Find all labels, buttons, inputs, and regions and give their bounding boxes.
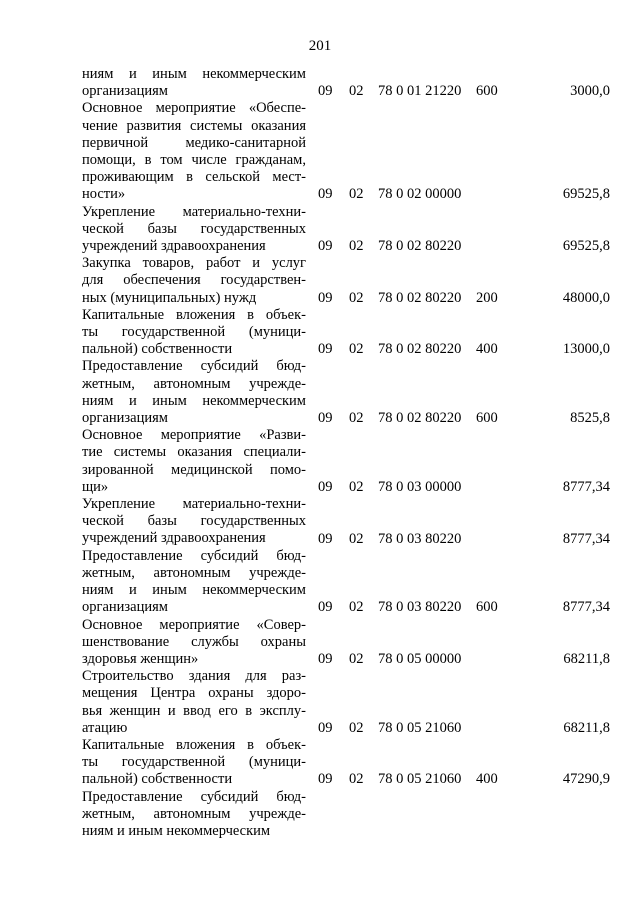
description-line: ных (муниципальных) нужд [82,289,257,306]
row-codes [0,479,640,496]
amount: 8525,8 [570,410,610,427]
description-line: ты государственной (муници- [82,324,306,341]
description-line: ниям и иным некоммерческим [82,582,306,599]
description-line: шенствование службы охраны [82,633,306,650]
description-line: организациям [82,599,168,616]
description-line: ты государственной (муници- [82,754,306,771]
target-article-code: 78 0 03 00000 [378,478,462,495]
table-row [0,548,640,617]
description-line: пальной) собственности [82,771,233,788]
amount: 13000,0 [562,341,610,358]
section-code: 09 [318,478,333,495]
description-line: организациям [82,83,168,100]
section-code: 09 [318,410,333,427]
section-code: 09 [318,186,333,203]
description-line: Строительство здания для раз- [82,668,306,685]
target-article-code: 78 0 03 80220 [378,599,462,616]
expense-type-code: 200 [476,289,498,306]
target-article-code: 78 0 02 80220 [378,289,462,306]
table-row [0,358,640,427]
description-line: помощи, в том числе гражданам, [82,152,306,169]
description-line: ниям и иным некоммерческим [82,822,271,839]
table-row [0,668,640,737]
subsection-code: 02 [349,719,364,736]
description-line: ниям и иным некоммерческим [82,66,306,82]
description-line: Предоставление субсидий бюд- [82,547,306,564]
table-row [0,789,640,841]
description-line: учреждений здравоохранения [82,238,266,255]
subsection-code: 02 [349,186,364,203]
expense-type-code: 400 [476,771,498,788]
description-line: Укрепление материально-техни- [82,496,306,513]
description-line: жетным, автономным учрежде- [82,564,306,581]
description-line: Основное мероприятие «Разви- [82,427,306,444]
description-line: ческой базы государственных [82,513,306,530]
row-codes [0,410,640,427]
description-line: мещения Центра охраны здоро- [82,685,306,702]
row-codes [0,83,640,100]
description-line: Капитальные вложения в объек- [82,736,306,753]
description-line: Основное мероприятие «Совер- [82,616,306,633]
table-row [0,617,640,669]
description-line: Предоставление субсидий бюд- [82,788,306,805]
section-code: 09 [318,650,333,667]
description-line: ности» [82,186,126,203]
expense-type-code: 600 [476,410,498,427]
table-row [0,100,640,203]
description-line: пальной) собственности [82,341,233,358]
description-line: жетным, автономным учрежде- [82,375,306,392]
row-codes [0,599,640,616]
row-codes [0,651,640,668]
page-number: 201 [308,38,332,54]
description-line: вья женщин и ввод его в эксплу- [82,702,306,719]
amount: 8777,34 [562,478,610,495]
target-article-code: 78 0 02 80220 [378,410,462,427]
table-row [0,427,640,496]
description-line: здоровья женщин» [82,650,199,667]
target-article-code: 78 0 03 80220 [378,530,462,547]
section-code: 09 [318,341,333,358]
section-code: 09 [318,83,333,100]
section-code: 09 [318,530,333,547]
section-code: 09 [318,238,333,255]
description-line: ческой базы государственных [82,220,306,237]
target-article-code: 78 0 02 00000 [378,186,462,203]
row-codes [0,531,640,548]
section-code: 09 [318,719,333,736]
budget-table [0,66,640,840]
description-line: жетным, автономным учрежде- [82,805,306,822]
section-code: 09 [318,771,333,788]
subsection-code: 02 [349,650,364,667]
section-code: 09 [318,289,333,306]
row-codes [0,720,640,737]
target-article-code: 78 0 05 21060 [378,719,462,736]
description-line: чение развития системы оказания [82,117,306,134]
row-codes [0,341,640,358]
description-line: зированной медицинской помо- [82,461,306,478]
amount: 47290,9 [562,771,610,788]
amount: 3000,0 [570,83,610,100]
target-article-code: 78 0 05 00000 [378,650,462,667]
row-codes [0,823,640,840]
subsection-code: 02 [349,83,364,100]
table-row [0,66,640,100]
row-codes [0,771,640,788]
target-article-code: 78 0 02 80220 [378,341,462,358]
description-line: щи» [82,478,109,495]
amount: 68211,8 [563,719,610,736]
table-row [0,737,640,789]
row-codes [0,290,640,307]
target-article-code: 78 0 01 21220 [378,83,462,100]
amount: 68211,8 [563,650,610,667]
table-row [0,255,640,307]
description-line: Основное мероприятие «Обеспе- [82,100,306,117]
subsection-code: 02 [349,410,364,427]
amount: 69525,8 [562,186,610,203]
section-code: 09 [318,599,333,616]
table-row [0,496,640,548]
amount: 8777,34 [562,599,610,616]
description-line: ниям и иным некоммерческим [82,392,306,409]
subsection-code: 02 [349,341,364,358]
description-line: тие системы оказания специали- [82,444,306,461]
subsection-code: 02 [349,530,364,547]
row-codes [0,186,640,203]
expense-type-code: 600 [476,83,498,100]
subsection-code: 02 [349,599,364,616]
target-article-code: 78 0 05 21060 [378,771,462,788]
subsection-code: 02 [349,289,364,306]
table-row [0,204,640,256]
description-line: первичной медико-санитарной [82,134,306,151]
subsection-code: 02 [349,238,364,255]
row-codes [0,238,640,255]
description-line: проживающим в сельской мест- [82,169,306,186]
description-line: для обеспечения государствен- [82,272,306,289]
description-line: Закупка товаров, работ и услуг [82,255,306,272]
table-row [0,307,640,359]
description-line: организациям [82,410,168,427]
description-line: Капитальные вложения в объек- [82,306,306,323]
expense-type-code: 400 [476,341,498,358]
description-line: учреждений здравоохранения [82,530,266,547]
amount: 48000,0 [562,289,610,306]
description-line: Укрепление материально-техни- [82,203,306,220]
expense-type-code: 600 [476,599,498,616]
subsection-code: 02 [349,771,364,788]
description-line: Предоставление субсидий бюд- [82,358,306,375]
amount: 8777,34 [562,530,610,547]
target-article-code: 78 0 02 80220 [378,238,462,255]
amount: 69525,8 [562,238,610,255]
description-line: атацию [82,719,128,736]
subsection-code: 02 [349,478,364,495]
